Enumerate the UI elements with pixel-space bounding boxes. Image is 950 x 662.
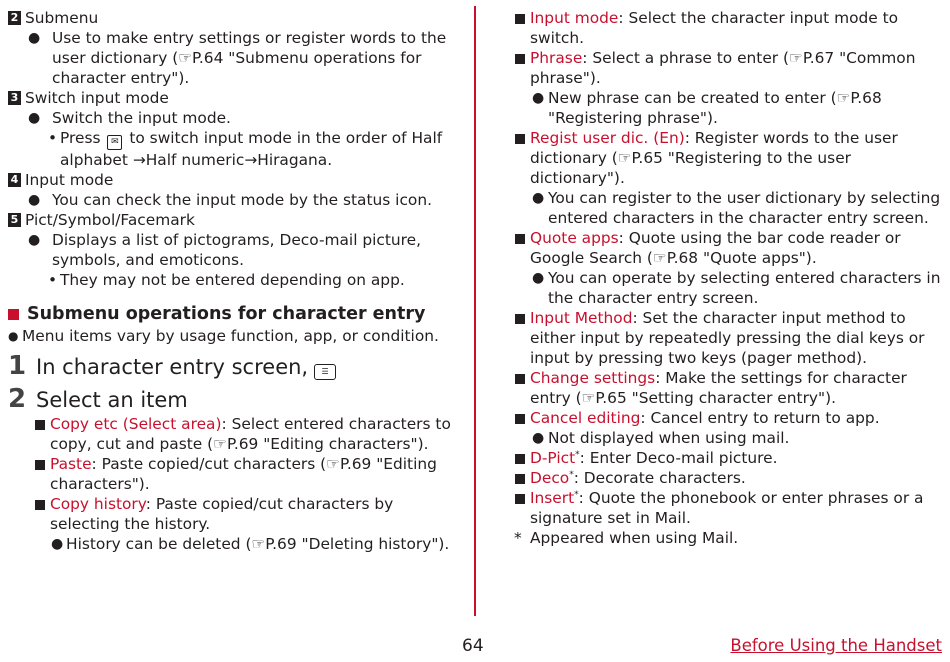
step-text: In character entry screen, [36,355,309,379]
menu-item-quote-apps [514,228,944,268]
bullet: ● Switch the input mode. [8,108,463,128]
bullet: ● History can be deleted (☞P.69 "Deleting history"). [34,534,463,554]
menu-item-copy-history [34,494,463,534]
item-2-heading [8,8,463,28]
section-heading [8,302,463,326]
menu-item-input-mode [514,8,944,48]
step-1 [8,352,463,381]
item-desc: : Set the character input method to either input by repeatedly pressing the dial keys or input by pressing two keys (pager method). [530,309,925,367]
item-desc: : Enter Deco-mail picture. [579,449,778,467]
asterisk: * [574,489,579,500]
menu-item-insert [514,488,944,528]
step-2-items [8,414,463,554]
menu-item-input-method [514,308,944,368]
number-badge: 2 [8,11,21,25]
menu-item-copy-etc [34,414,463,454]
step-text: Select an item [36,388,188,412]
item-name: Phrase [530,49,583,67]
number-badge: 3 [8,91,21,105]
item-5-heading [8,210,463,230]
asterisk: * [569,469,574,480]
number-badge: 5 [8,213,21,227]
bullet: ● Not displayed when using mail. [514,428,944,448]
menu-item-regist-user-dic [514,128,944,188]
right-column [514,8,944,548]
item-4-heading [8,170,463,190]
heading-text: Input mode [25,171,114,189]
item-desc: : Decorate characters. [573,469,746,487]
heading-text: Submenu [25,9,99,27]
bullet: ● Use to make entry settings or register words to the user dictionary (☞P.64 "Submenu operations for character entry"). [8,28,463,88]
item-name: Paste [50,455,92,473]
item-name: Input mode [530,9,619,27]
sub-text-b: to switch input mode in the order of Half alphabet →Half numeric→Hiragana. [60,129,443,169]
section-title: Submenu operations for character entry [27,304,426,324]
item-desc: : Paste copied/cut characters by selecting the history. [50,495,394,533]
bullet: ● Displays a list of pictograms, Deco-mail picture, symbols, and emoticons. [8,230,463,270]
item-name: Regist user dic. (En) [530,129,685,147]
item-desc: : Quote the phonebook or enter phrases or a signature set in Mail. [530,489,924,527]
item-desc: : Register words to the user dictionary (☞P.65 "Registering to the user dictionary"). [530,129,898,187]
item-3-heading [8,88,463,108]
menu-item-phrase [514,48,944,88]
sub-bullet [8,128,463,170]
heading-text: Pict/Symbol/Facemark [25,211,195,229]
column-divider [474,6,476,616]
item-name: Deco [530,469,570,487]
mail-key-icon: ✉ [107,135,122,150]
menu-item-cancel-editing [514,408,944,428]
sub-bullet: • They may not be entered depending on app. [8,270,463,290]
item-desc: : Select entered characters to copy, cut and paste (☞P.69 "Editing characters"). [50,415,451,453]
section-note: ● Menu items vary by usage function, app, or condition. [8,326,463,346]
red-square-icon [8,309,19,320]
step-2 [8,385,463,414]
heading-text: Switch input mode [25,89,169,107]
item-desc: : Cancel entry to return to app. [640,409,880,427]
item-desc: : Select the character input mode to switch. [530,9,899,47]
step-number: 1 [8,351,27,381]
item-name: Quote apps [530,229,619,247]
item-name: Copy history [50,495,146,513]
menu-item-deco [514,468,944,488]
menu-item-change-settings [514,368,944,408]
left-column [8,8,463,554]
item-name: D-Pict [530,449,576,467]
item-desc: : Make the settings for character entry (☞P.65 "Setting character entry"). [530,369,907,407]
sub-text-a: Press [60,129,101,147]
item-name: Copy etc (Select area) [50,415,222,433]
item-desc: : Quote using the bar code reader or Google Search (☞P.68 "Quote apps"). [530,229,901,267]
menu-item-d-pict [514,448,944,468]
item-desc: : Paste copied/cut characters (☞P.69 "Editing characters"). [50,455,437,493]
bullet: ● You can register to the user dictionary by selecting entered characters in the character entry screen. [514,188,944,228]
item-desc: : Select a phrase to enter (☞P.67 "Common phrase"). [530,49,916,87]
item-name: Change settings [530,369,656,387]
asterisk: * [575,449,580,460]
page-number: 64 [462,636,484,656]
bullet: ● You can operate by selecting entered characters in the character entry screen. [514,268,944,308]
item-name: Cancel editing [530,409,641,427]
menu-key-icon: ☰ [314,364,336,380]
footer-link[interactable]: Before Using the Handset [730,636,942,655]
menu-item-paste [34,454,463,494]
step-number: 2 [8,384,27,414]
bullet: ● New phrase can be created to enter (☞P.68 "Registering phrase"). [514,88,944,128]
number-badge: 4 [8,173,21,187]
bullet: ● You can check the input mode by the status icon. [8,190,463,210]
item-name: Input Method [530,309,633,327]
item-name: Insert [530,489,575,507]
footnote: * Appeared when using Mail. [514,528,944,548]
